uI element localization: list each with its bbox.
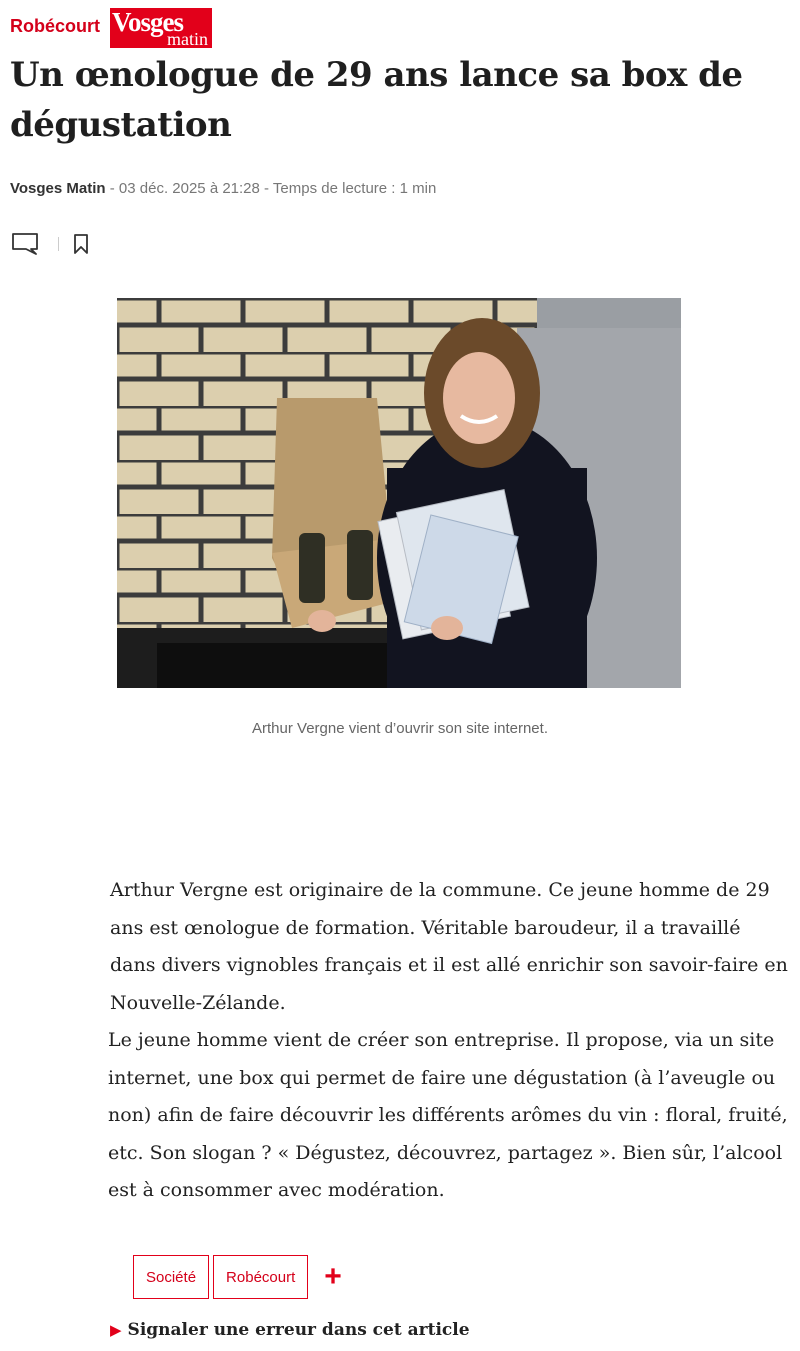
triangle-right-icon: ▶ [110, 1321, 122, 1339]
report-error-label: Signaler une erreur dans cet article [127, 1320, 470, 1340]
bookmark-icon [73, 234, 89, 254]
report-error-link[interactable] [110, 1320, 470, 1340]
comment-button[interactable] [12, 232, 38, 256]
photo-illustration [117, 298, 681, 688]
article-paragraph: Arthur Vergne est originaire de la commune. Ce jeune homme de 29 ans est œnologue de formation. Véritable baroudeur, il a travaillé dans divers vignobles français et il est allé enrichir son savoir-faire en Nouvelle-Zélande. [110, 879, 788, 1014]
add-tag-button[interactable]: + [324, 1260, 342, 1293]
tag-robecourt[interactable]: Robécourt [213, 1255, 308, 1299]
article-paragraph: Le jeune homme vient de créer son entreprise. Il propose, via un site internet, une box qui permet de faire une dégustation (à l’aveugle ou non) afin de faire découvrir les différents arômes du vin : floral, fruité, etc. Son slogan ? « Dégustez, découvrez, partagez ». Bien sûr, l’alcool est à consommer avec modération. [108, 1029, 788, 1201]
article-meta [10, 180, 436, 197]
article-title: Un œnologue de 29 ans lance sa box de dégustation [10, 55, 743, 145]
bookmark-button[interactable] [73, 234, 89, 254]
reading-time: Temps de lecture : 1 min [272, 180, 437, 197]
vosges-matin-logo[interactable] [110, 8, 212, 48]
tag-societe[interactable]: Société [133, 1255, 209, 1299]
photo-caption: Arthur Vergne vient d’ouvrir son site internet. [252, 720, 548, 737]
site-header [10, 8, 212, 48]
article-actions [12, 232, 89, 256]
article-body [110, 872, 790, 1210]
logo-text-vosges: Vosges [112, 7, 184, 37]
tag-list [133, 1255, 342, 1299]
article-author[interactable]: Vosges Matin [10, 180, 106, 197]
comment-icon [12, 232, 38, 256]
logo-text-matin: matin [167, 29, 208, 49]
article-date: - 03 déc. 2025 à 21:28 - [105, 180, 273, 197]
article-photo [117, 298, 681, 688]
actions-divider [58, 237, 59, 251]
locality-link[interactable]: Robécourt [10, 15, 100, 36]
